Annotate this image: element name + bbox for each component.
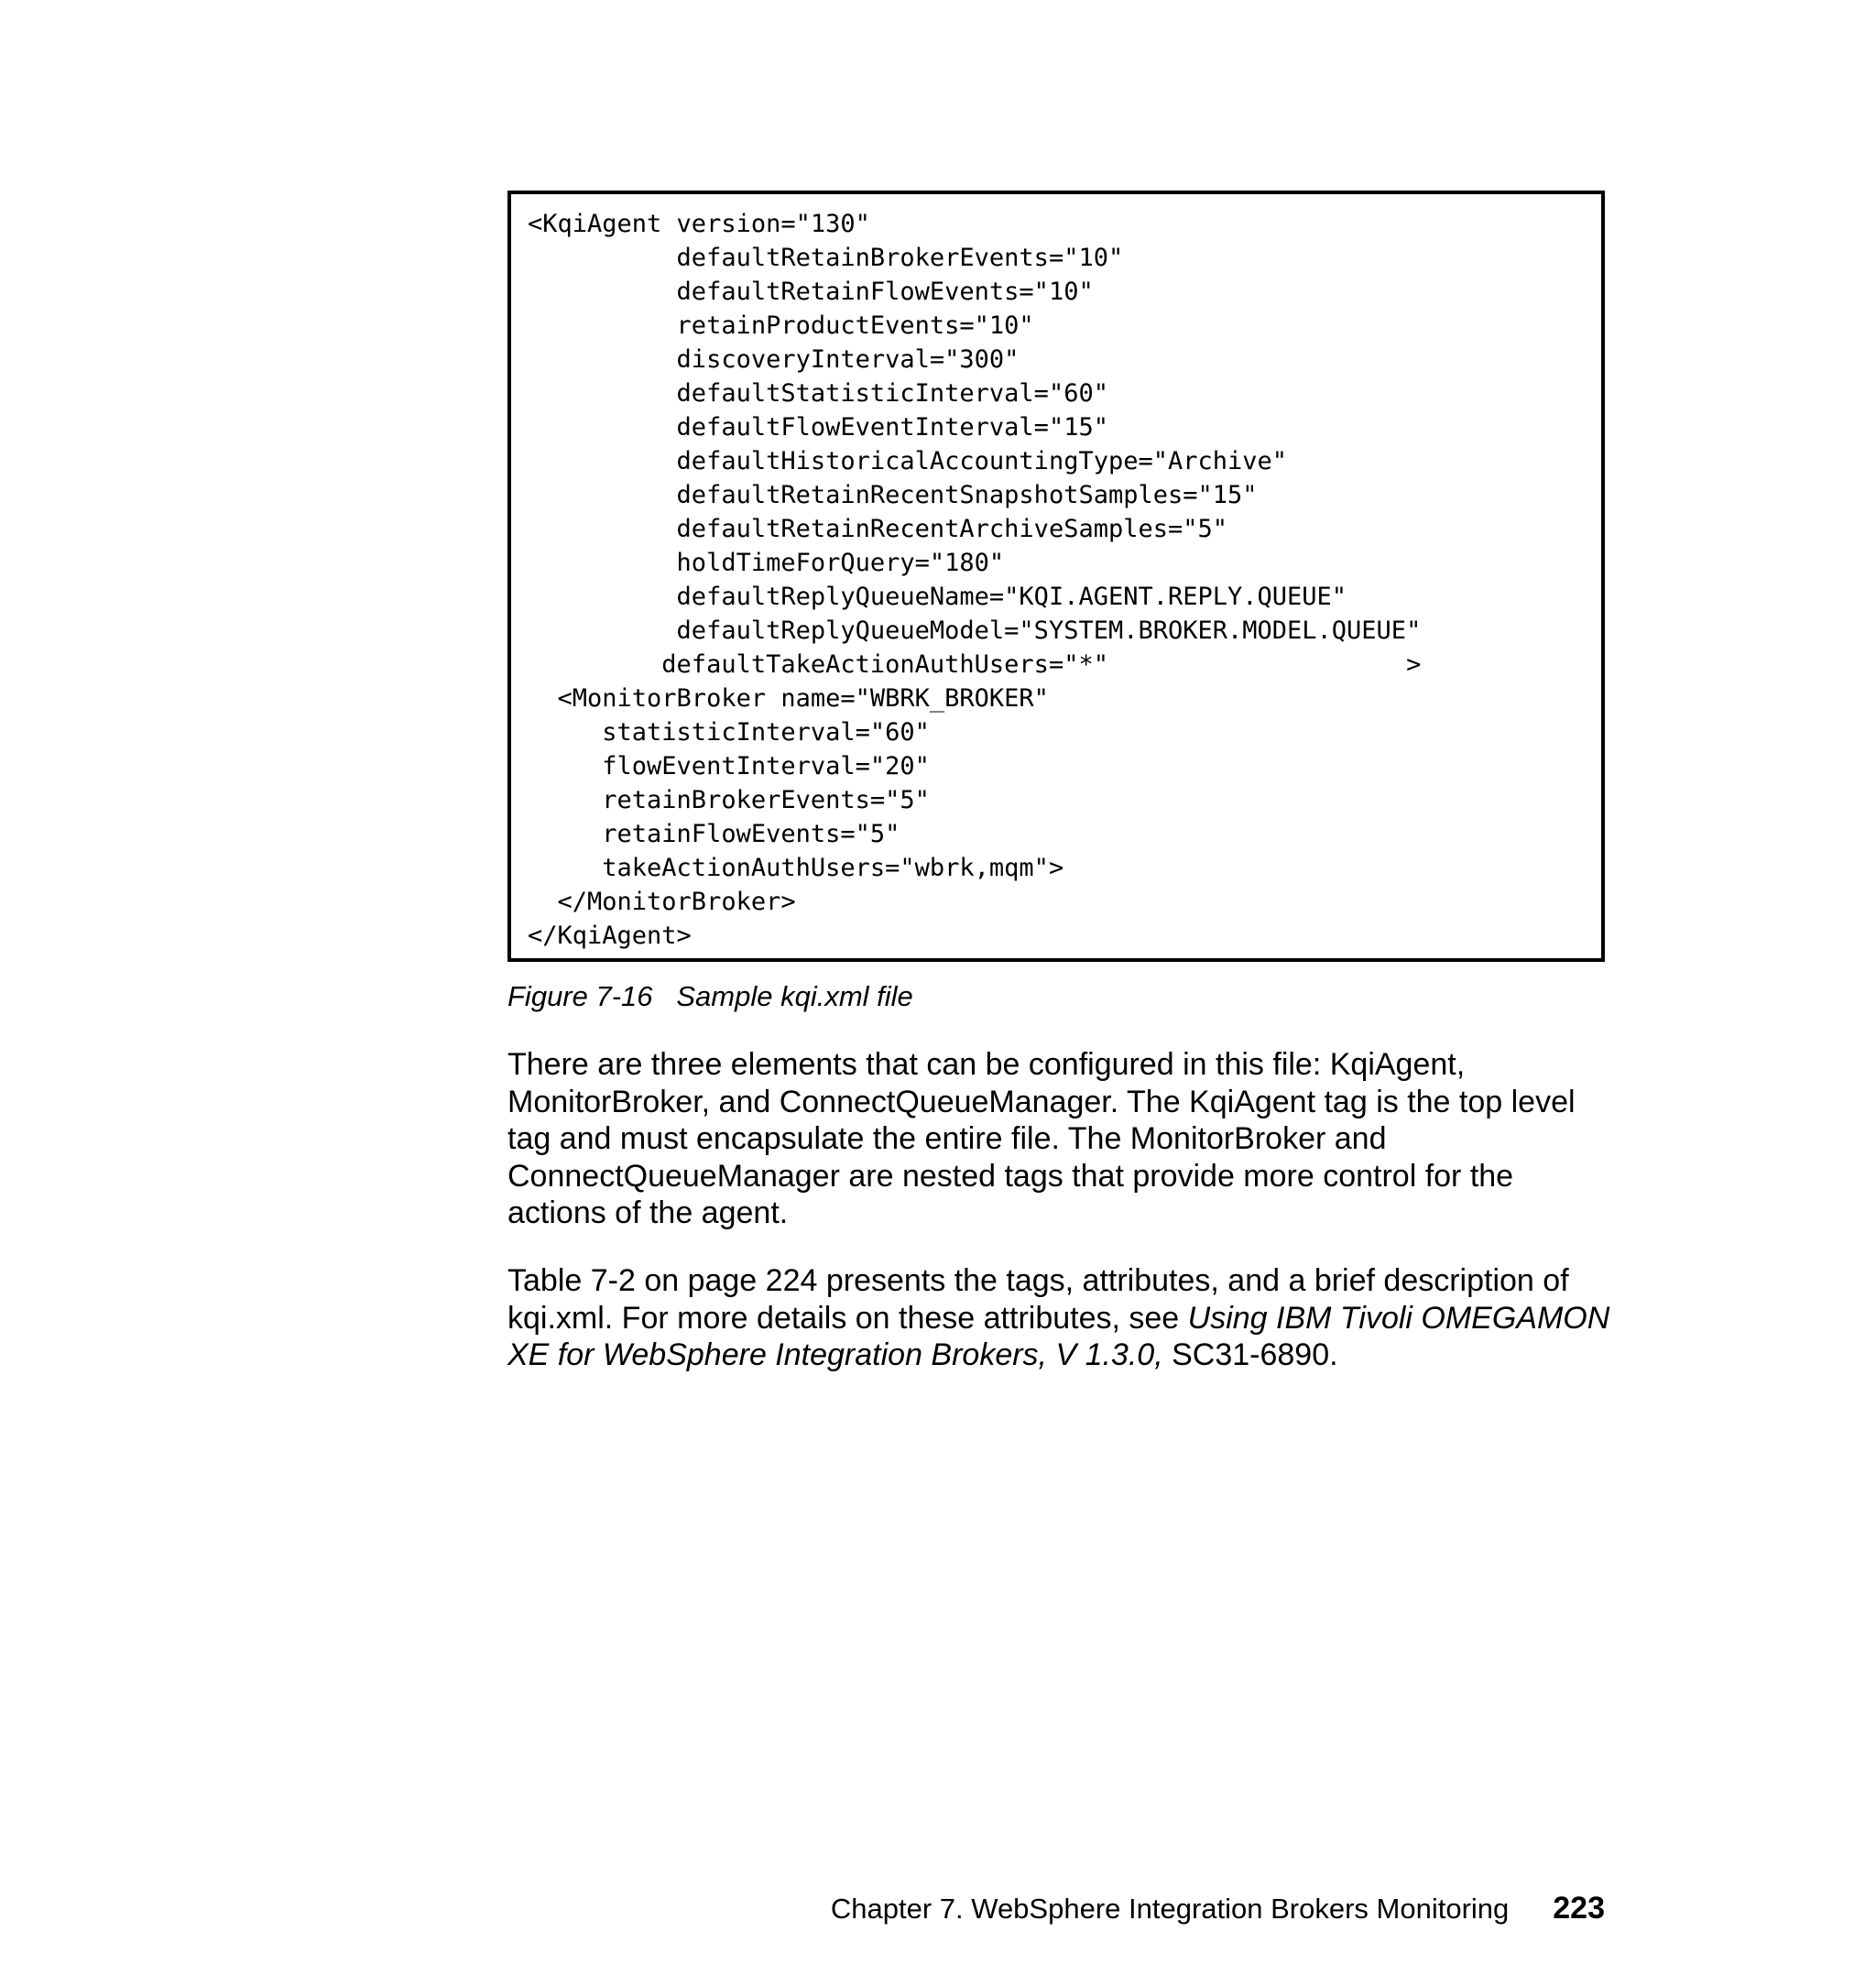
code-line: retainFlowEvents="5" — [528, 820, 900, 848]
code-line: <KqiAgent version="130" — [528, 210, 870, 238]
code-line: defaultRetainBrokerEvents="10" — [528, 244, 1124, 272]
body-paragraph: There are three elements that can be configured in this file: KqiAgent, MonitorBroker, and ConnectQueueManager. The KqiAgent tag is the top level tag and must encapsulate the entire file. The MonitorBroker and ConnectQueueManager are nested tags that provide more control for the actions of the agent. — [507, 1047, 1576, 1230]
code-line: defaultHistoricalAccountingType="Archive" — [528, 447, 1288, 475]
code-figure — [507, 191, 1605, 962]
code-line: defaultRetainFlowEvents="10" — [528, 278, 1094, 306]
code-line: defaultStatisticInterval="60" — [528, 379, 1108, 408]
code-line: defaultRetainRecentSnapshotSamples="15" — [528, 481, 1258, 509]
code-line: <MonitorBroker name="WBRK_BROKER" — [528, 684, 1049, 713]
paragraph-text: SC31-6890. — [1162, 1337, 1338, 1372]
figure-caption: Figure 7-16 Sample kqi.xml file — [507, 980, 913, 1012]
code-line: defaultReplyQueueModel="SYSTEM.BROKER.MODEL.QUEUE" — [528, 617, 1422, 645]
code-line: takeActionAuthUsers="wbrk,mqm"> — [528, 854, 1064, 882]
code-line: defaultFlowEventInterval="15" — [528, 413, 1108, 442]
code-line: discoveryInterval="300" — [528, 345, 1020, 374]
page-number: 223 — [1553, 1891, 1605, 1926]
code-line: retainProductEvents="10" — [528, 311, 1034, 340]
body-paragraph — [507, 1262, 1616, 1374]
code-line: flowEventInterval="20" — [528, 752, 930, 780]
chapter-title: Chapter 7. WebSphere Integration Brokers Monitoring — [830, 1893, 1510, 1925]
book-title: Using IBM Tivoli OMEGAMON XE for WebSphere Integration Brokers, V 1.3.0, — [507, 1300, 1610, 1372]
code-line: retainBrokerEvents="5" — [528, 786, 930, 814]
code-line: statisticInterval="60" — [528, 718, 930, 747]
code-line: </MonitorBroker> — [528, 888, 796, 916]
code-line: </KqiAgent> — [528, 922, 692, 950]
code-line: defaultTakeActionAuthUsers="*" > — [528, 650, 1422, 679]
code-line: holdTimeForQuery="180" — [528, 549, 1005, 577]
code-listing — [528, 207, 1421, 953]
code-line: defaultReplyQueueName="KQI.AGENT.REPLY.QUEUE" — [528, 583, 1347, 611]
page-footer — [831, 1890, 1605, 1927]
paragraph-text: Table 7-2 on page 224 presents the tags, attributes, and a brief description of kqi.xml. For more details on these attributes, see — [507, 1263, 1569, 1336]
code-line: defaultRetainRecentArchiveSamples="5" — [528, 515, 1228, 543]
